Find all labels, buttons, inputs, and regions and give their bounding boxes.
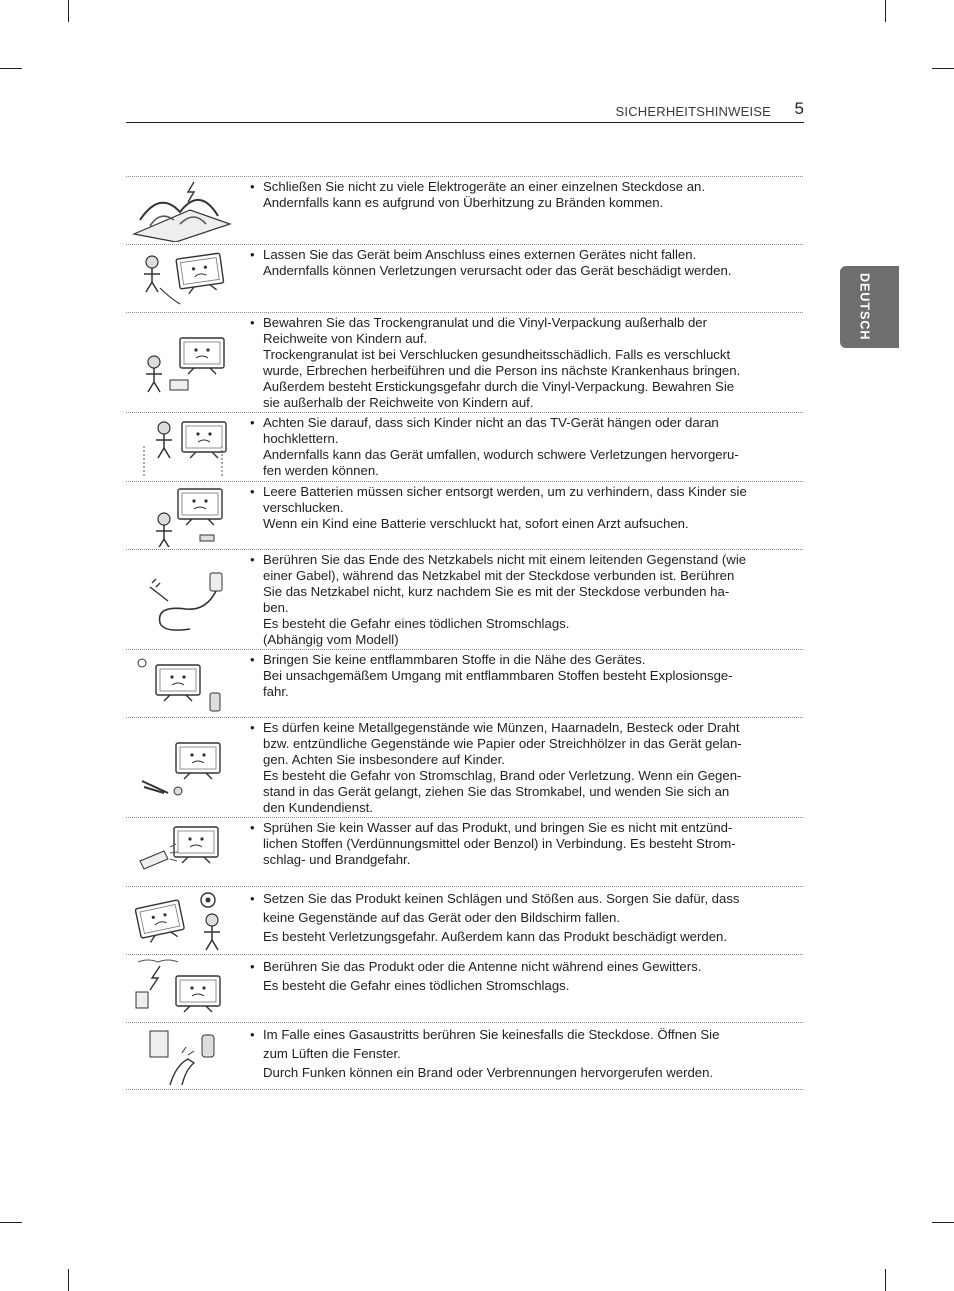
safety-text — [250, 889, 790, 946]
text-line: Andernfalls kann es aufgrund von Überhitzung zu Bränden kommen. — [263, 194, 664, 210]
safety-row — [126, 313, 803, 413]
text-line: Reichweite von Kindern auf. — [263, 330, 428, 346]
language-tab — [840, 266, 899, 348]
text-line: • Setzen Sie das Produkt keinen Schlägen und Stößen aus. Sorgen Sie dafür, dass — [263, 891, 740, 906]
ball-impact-illustration — [126, 887, 238, 954]
safety-row — [126, 887, 803, 955]
safety-text — [250, 484, 790, 532]
overloaded-outlet-illustration — [126, 177, 238, 244]
text-line: • Berühren Sie das Produkt oder die Antenne nicht während eines Gewitters. — [263, 959, 702, 974]
bullet-item — [250, 415, 790, 479]
safety-text — [250, 179, 790, 211]
crop-mark — [885, 0, 886, 22]
safety-row — [126, 550, 803, 650]
safety-text — [250, 652, 790, 700]
text-line: • Bewahren Sie das Trockengranulat und die Vinyl-Verpackung außerhalb der — [263, 315, 708, 330]
text-line: • Es dürfen keine Metallgegenstände wie Münzen, Haarnadeln, Besteck oder Draht — [263, 720, 740, 735]
text-line: verschlucken. — [263, 499, 344, 515]
section-title: SICHERHEITSHINWEISE — [615, 104, 771, 119]
text-line: Es besteht die Gefahr eines tödlichen Stromschlags. — [263, 978, 570, 993]
page-number: 5 — [794, 99, 804, 118]
safety-row — [126, 482, 803, 550]
safety-text — [250, 415, 790, 479]
text-line: Andernfalls können Verletzungen verursacht oder das Gerät beschädigt werden. — [263, 262, 732, 278]
battery-child-illustration — [126, 482, 238, 549]
text-line: zum Lüften die Fenster. — [263, 1046, 401, 1061]
safety-text — [250, 820, 790, 868]
bullet-item — [250, 315, 790, 410]
text-line: • Achten Sie darauf, dass sich Kinder nicht an das TV-Gerät hängen oder daran — [263, 415, 719, 430]
text-line: einer Gabel), während das Netzkabel mit der Steckdose verbunden ist. Berühren — [263, 567, 735, 583]
crop-mark — [0, 1222, 22, 1223]
text-line: hochklettern. — [263, 430, 339, 446]
safety-row — [126, 650, 803, 718]
text-line: • Lassen Sie das Gerät beim Anschluss eines externen Gerätes nicht fallen. — [263, 247, 697, 262]
safety-text — [250, 1025, 790, 1082]
text-line: fahr. — [263, 683, 289, 699]
bullet-item — [250, 820, 790, 868]
text-line: • Schließen Sie nicht zu viele Elektrogeräte an einer einzelnen Steckdose an. — [263, 179, 706, 194]
power-cord-fork-illustration — [126, 550, 238, 649]
water-spray-illustration — [126, 818, 238, 886]
bullet-item — [250, 957, 790, 995]
text-line: Durch Funken können ein Brand oder Verbrennungen hervorgerufen werden. — [263, 1065, 714, 1080]
text-line: (Abhängig vom Modell) — [263, 631, 399, 647]
bullet-item — [250, 889, 790, 946]
text-line: Es besteht Verletzungsgefahr. Außerdem kann das Produkt beschädigt werden. — [263, 929, 728, 944]
safety-text — [250, 247, 790, 279]
safety-row — [126, 177, 803, 245]
child-climbing-tv-illustration — [126, 413, 238, 481]
metal-objects-illustration — [126, 718, 238, 817]
bullet-item — [250, 652, 790, 700]
gas-leak-illustration — [126, 1023, 238, 1089]
safety-text — [250, 552, 790, 647]
text-line: fen werden können. — [263, 462, 379, 478]
bullet-item — [250, 247, 790, 279]
text-line: den Kundendienst. — [263, 799, 373, 815]
crop-mark — [932, 1222, 954, 1223]
text-line: lichen Stoffen (Verdünnungsmittel oder Benzol) in Verbindung. Es besteht Strom- — [263, 835, 736, 851]
text-line: bzw. entzündliche Gegenstände wie Papier oder Streichhölzer in das Gerät gelan- — [263, 735, 742, 751]
bullet-item — [250, 179, 790, 211]
text-line: Außerdem besteht Erstickungsgefahr durch die Vinyl-Verpackung. Bewahren Sie — [263, 378, 735, 394]
text-line: Wenn ein Kind eine Batterie verschluckt hat, sofort einen Arzt aufsuchen. — [263, 515, 689, 531]
child-desiccant-illustration — [126, 313, 238, 412]
crop-mark — [68, 1269, 69, 1291]
text-line: sie außerhalb der Reichweite von Kindern auf. — [263, 394, 534, 410]
text-line: • Bringen Sie keine entflammbaren Stoffe in die Nähe des Gerätes. — [263, 652, 646, 667]
safety-instructions-table — [126, 176, 803, 1090]
crop-mark — [932, 68, 954, 69]
text-line: wurde, Erbrechen herbeiführen und die Person ins nächste Krankenhaus bringen. — [263, 362, 741, 378]
text-line: Es besteht die Gefahr eines tödlichen Stromschlags. — [263, 615, 570, 631]
tv-falling-illustration — [126, 245, 238, 312]
bullet-item — [250, 720, 790, 815]
crop-mark — [68, 0, 69, 22]
page-header — [126, 98, 804, 123]
text-line: • Sprühen Sie kein Wasser auf das Produkt, und bringen Sie es nicht mit entzünd- — [263, 820, 733, 835]
safety-row — [126, 818, 803, 887]
text-line: Bei unsachgemäßem Umgang mit entflammbaren Stoffen besteht Explosionsge- — [263, 667, 733, 683]
text-line: keine Gegenstände auf das Gerät oder den Bildschirm fallen. — [263, 910, 621, 925]
text-line: Sie das Netzkabel nicht, kurz nachdem Sie es mit der Steckdose verbunden ha- — [263, 583, 730, 599]
safety-text — [250, 315, 790, 410]
safety-row — [126, 718, 803, 818]
text-line: stand in das Gerät gelangt, ziehen Sie das Stromkabel, und wenden Sie sich an — [263, 783, 730, 799]
text-line: Es besteht die Gefahr von Stromschlag, Brand oder Verletzung. Wenn ein Gegen- — [263, 767, 742, 783]
text-line: gen. Achten Sie insbesondere auf Kinder. — [263, 751, 505, 767]
language-tab-label: DEUTSCH — [857, 273, 872, 341]
text-line: Andernfalls kann das Gerät umfallen, wodurch schwere Verletzungen hervorgeru- — [263, 446, 739, 462]
safety-text — [250, 720, 790, 815]
safety-text — [250, 957, 790, 995]
thunderstorm-illustration — [126, 955, 238, 1022]
text-line: • Im Falle eines Gasaustritts berühren Sie keinesfalls die Steckdose. Öffnen Sie — [263, 1027, 720, 1042]
bullet-item — [250, 484, 790, 532]
text-line: • Berühren Sie das Ende des Netzkabels nicht mit einem leitenden Gegenstand (wie — [263, 552, 747, 567]
bullet-item — [250, 1025, 790, 1082]
text-line: schlag- und Brandgefahr. — [263, 851, 411, 867]
safety-row — [126, 413, 803, 482]
crop-mark — [0, 68, 22, 69]
safety-row — [126, 955, 803, 1023]
safety-row — [126, 245, 803, 313]
text-line: Trockengranulat ist bei Verschlucken gesundheitsschädlich. Falls es verschluckt — [263, 346, 731, 362]
flammable-spray-illustration — [126, 650, 238, 717]
crop-mark — [885, 1269, 886, 1291]
safety-row — [126, 1023, 803, 1090]
bullet-item — [250, 552, 790, 647]
text-line: • Leere Batterien müssen sicher entsorgt werden, um zu verhindern, dass Kinder sie — [263, 484, 747, 499]
text-line: ben. — [263, 599, 289, 615]
